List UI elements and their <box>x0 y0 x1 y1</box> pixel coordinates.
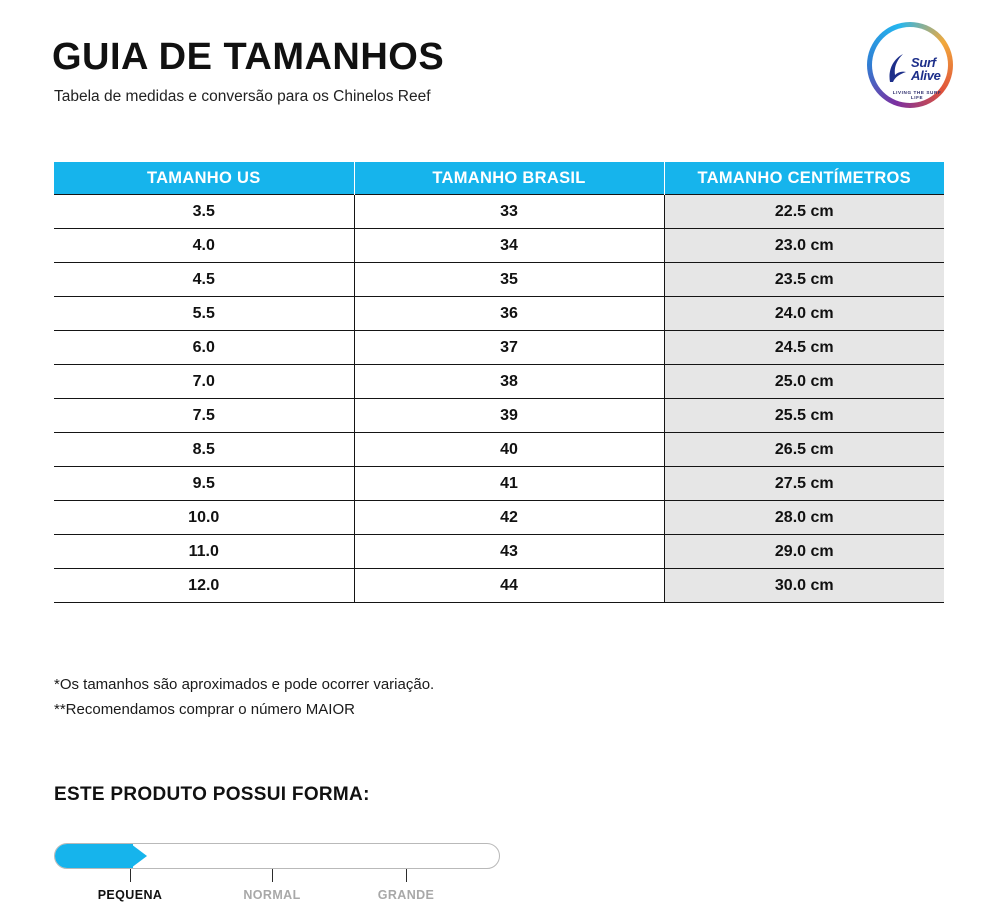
cell-cm: 22.5 cm <box>664 195 944 229</box>
table-row <box>54 195 944 229</box>
cell-us: 11.0 <box>54 535 354 569</box>
cell-us: 5.5 <box>54 297 354 331</box>
cell-brasil: 42 <box>354 501 664 535</box>
note-line-1: *Os tamanhos são aproximados e pode ocorrer variação. <box>54 676 435 693</box>
cell-brasil: 35 <box>354 263 664 297</box>
fit-label-grande: GRANDE <box>377 888 435 902</box>
cell-brasil: 36 <box>354 297 664 331</box>
cell-cm: 25.0 cm <box>664 365 944 399</box>
cell-brasil: 43 <box>354 535 664 569</box>
cell-us: 6.0 <box>54 331 354 365</box>
cell-us: 9.5 <box>54 467 354 501</box>
fit-label-normal: NORMAL <box>243 888 301 902</box>
column-header-centimetros: TAMANHO CENTÍMETROS <box>664 162 944 195</box>
page-subtitle: Tabela de medidas e conversão para os Chinelos Reef <box>54 88 431 105</box>
table-row <box>54 501 944 535</box>
cell-cm: 25.5 cm <box>664 399 944 433</box>
cell-brasil: 37 <box>354 331 664 365</box>
cell-brasil: 33 <box>354 195 664 229</box>
fit-indicator-arrow-icon <box>131 844 147 868</box>
surf-alive-logo <box>867 22 953 108</box>
table-row <box>54 365 944 399</box>
size-conversion-table <box>54 162 944 603</box>
fit-label-pequena: PEQUENA <box>97 888 163 902</box>
fit-tick-pequena <box>130 869 131 882</box>
table-row <box>54 569 944 603</box>
page-title: GUIA DE TAMANHOS <box>52 36 445 78</box>
cell-us: 10.0 <box>54 501 354 535</box>
cell-us: 12.0 <box>54 569 354 603</box>
cell-cm: 28.0 cm <box>664 501 944 535</box>
cell-us: 3.5 <box>54 195 354 229</box>
cell-us: 8.5 <box>54 433 354 467</box>
cell-cm: 29.0 cm <box>664 535 944 569</box>
cell-us: 4.0 <box>54 229 354 263</box>
logo-brand-top: Surf <box>911 55 936 70</box>
table-header-row <box>54 162 944 195</box>
cell-cm: 26.5 cm <box>664 433 944 467</box>
wave-icon <box>886 53 910 83</box>
logo-brand-bottom: Alive <box>911 68 941 83</box>
cell-us: 7.5 <box>54 399 354 433</box>
fit-indicator-fill <box>55 844 133 868</box>
cell-cm: 24.5 cm <box>664 331 944 365</box>
logo-inner-disc <box>872 27 948 103</box>
cell-cm: 27.5 cm <box>664 467 944 501</box>
table-row <box>54 229 944 263</box>
fit-section-title: ESTE PRODUTO POSSUI FORMA: <box>54 784 370 805</box>
table-row <box>54 433 944 467</box>
table-row <box>54 399 944 433</box>
cell-us: 7.0 <box>54 365 354 399</box>
cell-brasil: 40 <box>354 433 664 467</box>
table-row <box>54 263 944 297</box>
cell-brasil: 44 <box>354 569 664 603</box>
cell-cm: 30.0 cm <box>664 569 944 603</box>
table-row <box>54 331 944 365</box>
fit-indicator-bar <box>54 843 500 869</box>
fit-tick-grande <box>406 869 407 882</box>
document-header <box>0 0 997 140</box>
cell-brasil: 41 <box>354 467 664 501</box>
note-line-2: **Recomendamos comprar o número MAIOR <box>54 701 355 718</box>
cell-cm: 24.0 cm <box>664 297 944 331</box>
cell-cm: 23.5 cm <box>664 263 944 297</box>
table-row <box>54 467 944 501</box>
table-row <box>54 297 944 331</box>
notes-block <box>54 672 434 722</box>
table-row <box>54 535 944 569</box>
cell-cm: 23.0 cm <box>664 229 944 263</box>
cell-brasil: 39 <box>354 399 664 433</box>
cell-brasil: 34 <box>354 229 664 263</box>
column-header-brasil: TAMANHO BRASIL <box>354 162 664 195</box>
cell-brasil: 38 <box>354 365 664 399</box>
cell-us: 4.5 <box>54 263 354 297</box>
logo-tagline: LIVING THE SURF LIFE <box>892 90 942 100</box>
column-header-us: TAMANHO US <box>54 162 354 195</box>
fit-tick-normal <box>272 869 273 882</box>
